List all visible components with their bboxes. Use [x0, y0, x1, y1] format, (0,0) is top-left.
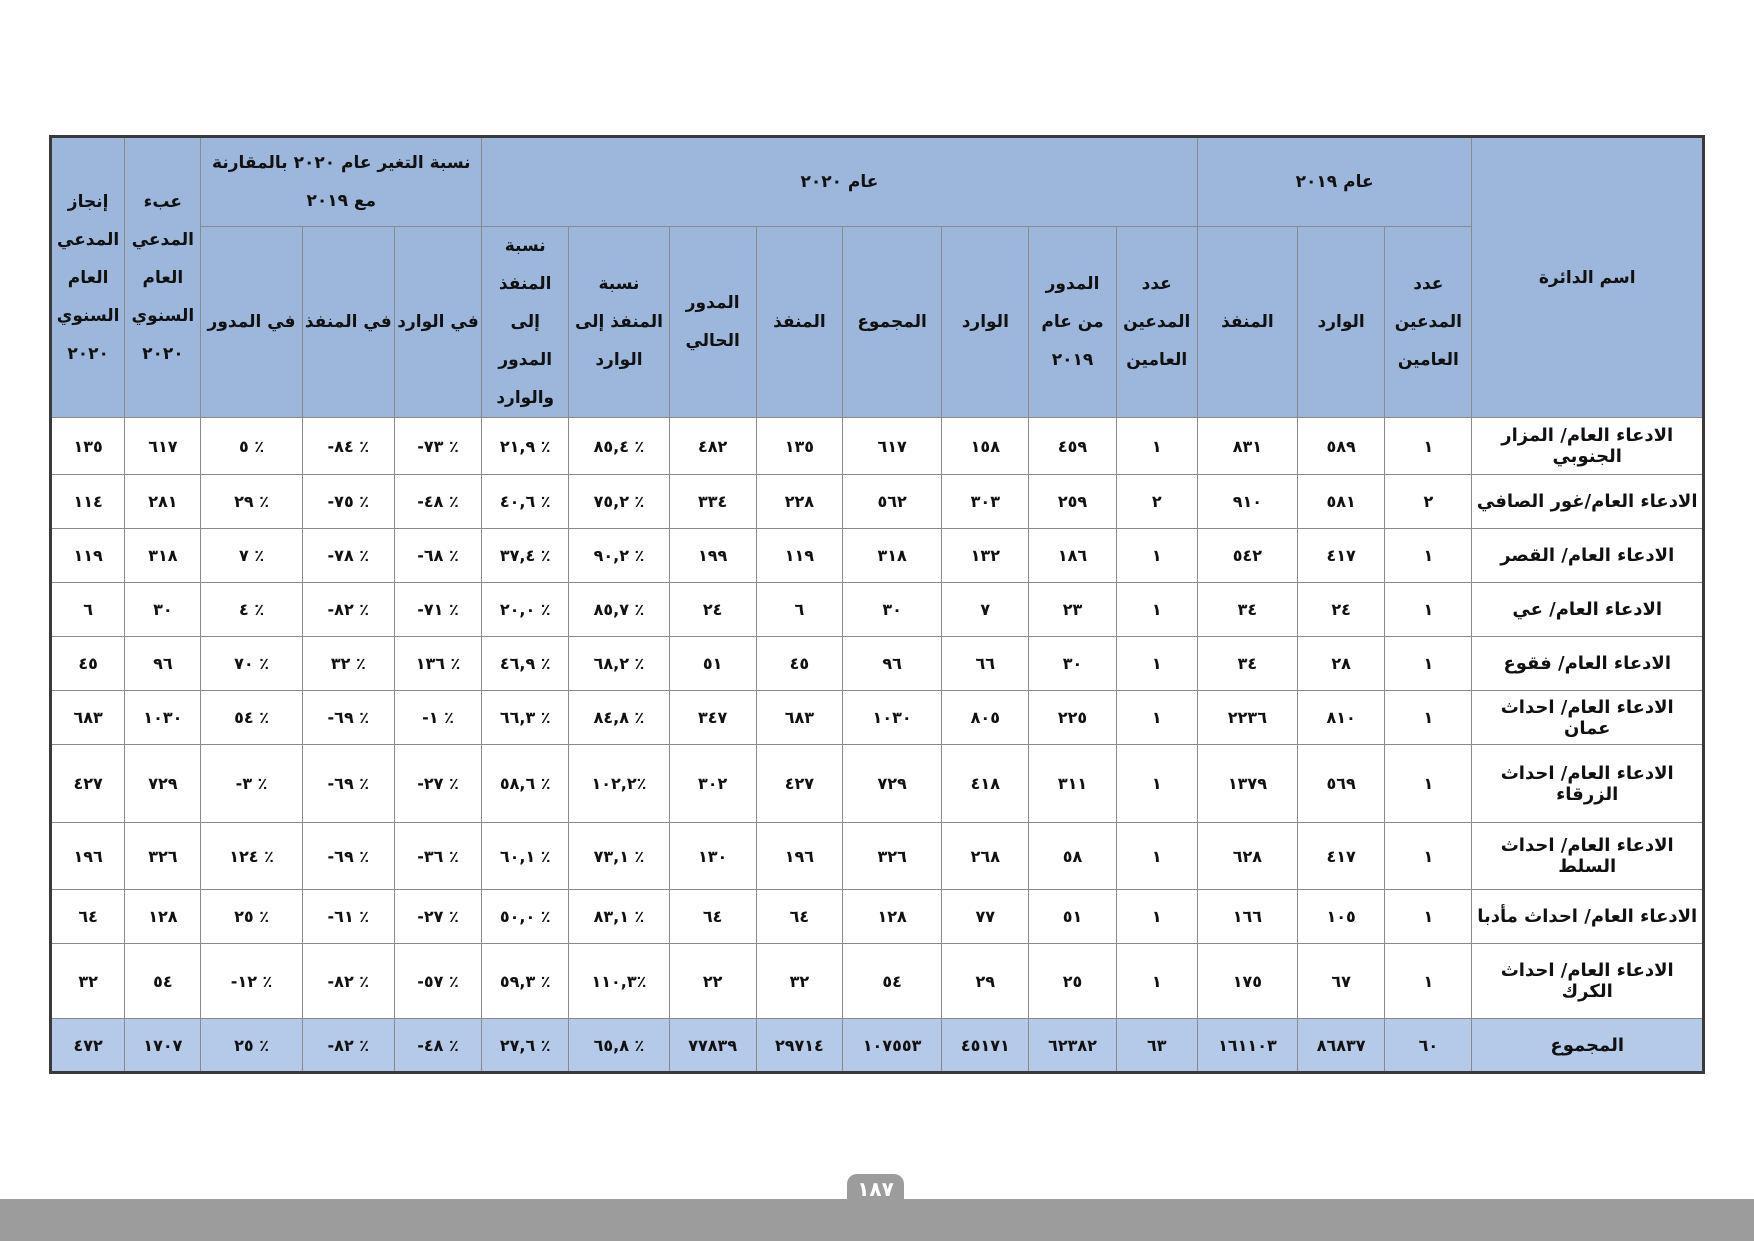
statistics-table: [49, 135, 1705, 1074]
table-cell: ١: [1116, 890, 1197, 944]
table-cell: ٪ ٧٥,٢: [569, 475, 669, 529]
table-row: [51, 583, 1704, 637]
table-cell: ١: [1116, 691, 1197, 745]
table-cell: ٪ ٣٧,٤: [482, 529, 569, 583]
table-cell: ١: [1116, 529, 1197, 583]
header-2019-col-2: الوارد: [1298, 227, 1385, 418]
department-name-cell: الادعاء العام/غور الصافي: [1472, 475, 1704, 529]
table-cell: ٪ ٥٠,٠: [482, 890, 569, 944]
table-cell: ٪ ٢٩: [201, 475, 302, 529]
table-cell: ٪ ٧٠: [201, 637, 302, 691]
table-cell: ١: [1116, 944, 1197, 1019]
header-change-col-3: في المدور: [201, 227, 302, 418]
table-cell: ٪ ٣-: [201, 745, 302, 823]
table-cell: ٣٢٦: [842, 823, 941, 890]
table-cell: ٥٦٢: [842, 475, 941, 529]
table-cell: ١١٩: [51, 529, 125, 583]
table-cell: ٦٤: [756, 890, 842, 944]
table-cell: ٪ ٦١-: [302, 890, 394, 944]
header-2020-col-5: المنفذ: [756, 227, 842, 418]
table-cell: ٪ ١-: [394, 691, 481, 745]
table-cell: ١٩٦: [756, 823, 842, 890]
table-cell: ٤٥: [51, 637, 125, 691]
table-cell: ١١٤: [51, 475, 125, 529]
table-cell: ٥٨١: [1298, 475, 1385, 529]
table-cell: ٪ ٦٩-: [302, 745, 394, 823]
header-department-name: اسم الدائرة: [1472, 137, 1704, 418]
table-cell: ٪ ٧٥-: [302, 475, 394, 529]
table-cell: ٪ ١٣٦: [394, 637, 481, 691]
table-cell: ٢٢٥: [1029, 691, 1116, 745]
table-cell: ٤٨٢: [669, 418, 756, 475]
table-cell: ٪ ٢٧-: [394, 890, 481, 944]
table-cell: ٣١٨: [842, 529, 941, 583]
table-cell: ١٩٩: [669, 529, 756, 583]
total-cell: ٪ ٤٨-: [394, 1019, 481, 1073]
total-cell: ٦٢٣٨٢: [1029, 1019, 1116, 1073]
total-row: [51, 1019, 1704, 1073]
table-cell: ٪ ٥٩,٣: [482, 944, 569, 1019]
table-cell: ١١٩: [756, 529, 842, 583]
total-cell: ٤٥١٧١: [942, 1019, 1029, 1073]
table-cell: ٪ ٣٦-: [394, 823, 481, 890]
table-cell: ١٦٦: [1197, 890, 1297, 944]
table-cell: ٢٣: [1029, 583, 1116, 637]
table-cell: ٪ ٥: [201, 418, 302, 475]
footer-bar: [0, 1199, 1754, 1241]
total-label: المجموع: [1472, 1019, 1704, 1073]
header-year-2019: عام ٢٠١٩: [1197, 137, 1472, 227]
total-cell: ٪ ٦٥,٨: [569, 1019, 669, 1073]
table-cell: ١: [1385, 890, 1472, 944]
table-cell: ١: [1116, 823, 1197, 890]
table-cell: ٣٠: [125, 583, 201, 637]
table-cell: ٢٨١: [125, 475, 201, 529]
table-row: [51, 745, 1704, 823]
table-cell: ١٢٨: [842, 890, 941, 944]
table-row: [51, 637, 1704, 691]
table-cell: ١٣٥: [756, 418, 842, 475]
table-cell: ٨٣١: [1197, 418, 1297, 475]
total-cell: ١٦١١٠٣: [1197, 1019, 1297, 1073]
table-cell: ١٢٨: [125, 890, 201, 944]
table-cell: ٥٨٩: [1298, 418, 1385, 475]
table-cell: ٪١١٠,٣: [569, 944, 669, 1019]
total-cell: ٢٩٧١٤: [756, 1019, 842, 1073]
header-2019-col-1: عدد المدعين العامين: [1385, 227, 1472, 418]
department-name-cell: الادعاء العام/ احداث مأدبا: [1472, 890, 1704, 944]
table-cell: ١: [1385, 529, 1472, 583]
table-cell: ٢٤: [1298, 583, 1385, 637]
header-year-2020: عام ٢٠٢٠: [482, 137, 1198, 227]
total-cell: ٪ ٨٢-: [302, 1019, 394, 1073]
table-cell: ٣٤: [1197, 583, 1297, 637]
table-cell: ١: [1385, 745, 1472, 823]
header-2020-col-3: الوارد: [942, 227, 1029, 418]
table-cell: ١: [1385, 944, 1472, 1019]
table-cell: ٪ ٦٩-: [302, 691, 394, 745]
department-name-cell: الادعاء العام/ فقوع: [1472, 637, 1704, 691]
table-cell: ٥٦٩: [1298, 745, 1385, 823]
table-cell: ٪١٠٢,٢: [569, 745, 669, 823]
table-cell: ١: [1385, 691, 1472, 745]
table-cell: ١٧٥: [1197, 944, 1297, 1019]
table-row: [51, 944, 1704, 1019]
table-cell: ٪ ٨٥,٧: [569, 583, 669, 637]
table-cell: ٣٠٢: [669, 745, 756, 823]
table-cell: ١٥٨: [942, 418, 1029, 475]
table-cell: ٦: [756, 583, 842, 637]
department-name-cell: الادعاء العام/ احداث عمان: [1472, 691, 1704, 745]
table-cell: ٣٠٣: [942, 475, 1029, 529]
table-cell: ٪ ٩٠,٢: [569, 529, 669, 583]
table-cell: ٣٢: [51, 944, 125, 1019]
table-cell: ٨١٠: [1298, 691, 1385, 745]
table-cell: ١٣٧٩: [1197, 745, 1297, 823]
table-cell: ٤٢٧: [756, 745, 842, 823]
department-name-cell: الادعاء العام/ احداث الكرك: [1472, 944, 1704, 1019]
total-cell: ٨٦٨٣٧: [1298, 1019, 1385, 1073]
header-annual-achievement: إنجاز المدعي العام السنوي ٢٠٢٠: [51, 137, 125, 418]
table-cell: ٤٥: [756, 637, 842, 691]
table-cell: ٪ ٤٨-: [394, 475, 481, 529]
total-cell: ٪ ٢٥: [201, 1019, 302, 1073]
table-cell: ٪ ٧٣-: [394, 418, 481, 475]
table-cell: ٪ ٧١-: [394, 583, 481, 637]
table-cell: ٦٢٨: [1197, 823, 1297, 890]
table-cell: ٪ ٨٤-: [302, 418, 394, 475]
table-cell: ٦٦: [942, 637, 1029, 691]
table-cell: ٪ ٢٠,٠: [482, 583, 569, 637]
table-cell: ٦٧: [1298, 944, 1385, 1019]
table-cell: ٪ ٨٣,١: [569, 890, 669, 944]
header-change-ratio: نسبة التغير عام ٢٠٢٠ بالمقارنة مع ٢٠١٩: [201, 137, 482, 227]
table-cell: ٪ ٦٨-: [394, 529, 481, 583]
table-cell: ١: [1385, 637, 1472, 691]
department-name-cell: الادعاء العام/ المزار الجنوبي: [1472, 418, 1704, 475]
table-cell: ١: [1116, 583, 1197, 637]
total-cell: ٦٠: [1385, 1019, 1472, 1073]
table-cell: ٪ ٢١,٩: [482, 418, 569, 475]
table-cell: ٢٥٩: [1029, 475, 1116, 529]
table-cell: ١: [1385, 418, 1472, 475]
table-cell: ٪ ٦٠,١: [482, 823, 569, 890]
table-cell: ٤١٧: [1298, 529, 1385, 583]
table-row: [51, 529, 1704, 583]
table-cell: ١: [1116, 418, 1197, 475]
table-cell: ٦١٧: [842, 418, 941, 475]
table-cell: ١: [1385, 583, 1472, 637]
table-cell: ٪ ٨٤,٨: [569, 691, 669, 745]
table-cell: ١٠٣٠: [842, 691, 941, 745]
table-cell: ٣٢٦: [125, 823, 201, 890]
table-cell: ٣٠: [1029, 637, 1116, 691]
table-cell: ٣٤: [1197, 637, 1297, 691]
table-cell: ٢٤: [669, 583, 756, 637]
table-cell: ٦٤: [51, 890, 125, 944]
table-cell: ٪ ٦٩-: [302, 823, 394, 890]
table-cell: ٤٢٧: [51, 745, 125, 823]
page-number: ١٨٧: [847, 1174, 904, 1204]
table-cell: ١٣٢: [942, 529, 1029, 583]
department-name-cell: الادعاء العام/ القصر: [1472, 529, 1704, 583]
table-cell: ٧٢٩: [842, 745, 941, 823]
table-cell: ٧: [942, 583, 1029, 637]
table-cell: ٢٩: [942, 944, 1029, 1019]
table-cell: ٢٢: [669, 944, 756, 1019]
header-2020-col-4: المجموع: [842, 227, 941, 418]
total-cell: ٧٧٨٣٩: [669, 1019, 756, 1073]
table-cell: ٪ ٣٢: [302, 637, 394, 691]
table-cell: ١٨٦: [1029, 529, 1116, 583]
table-cell: ٪ ٥٤: [201, 691, 302, 745]
table-cell: ٣١٨: [125, 529, 201, 583]
table-cell: ٣٢: [756, 944, 842, 1019]
table-cell: ٦٤: [669, 890, 756, 944]
table-cell: ٢٨: [1298, 637, 1385, 691]
table-cell: ٦٨٣: [51, 691, 125, 745]
table-cell: ٧٢٩: [125, 745, 201, 823]
table-cell: ٪ ٥٨,٦: [482, 745, 569, 823]
header-2020-col-6: المدور الحالي: [669, 227, 756, 418]
table-cell: ٧٧: [942, 890, 1029, 944]
table-cell: ٪ ٧٣,١: [569, 823, 669, 890]
table-cell: ٪ ٤٦,٩: [482, 637, 569, 691]
table-cell: ٤٥٩: [1029, 418, 1116, 475]
table-cell: ٪ ١٢٤: [201, 823, 302, 890]
table-row: [51, 691, 1704, 745]
header-2020-col-1: عدد المدعين العامين: [1116, 227, 1197, 418]
table-cell: ١٩٦: [51, 823, 125, 890]
table-row: [51, 418, 1704, 475]
table-cell: ٪ ٨٥,٤: [569, 418, 669, 475]
table-cell: ٪ ١٢-: [201, 944, 302, 1019]
table-cell: ٣١١: [1029, 745, 1116, 823]
table-cell: ٪ ٤٠,٦: [482, 475, 569, 529]
table-cell: ٪ ٢٧-: [394, 745, 481, 823]
table-cell: ٪ ٤: [201, 583, 302, 637]
table-cell: ٪ ٧٨-: [302, 529, 394, 583]
table-cell: ١٣٥: [51, 418, 125, 475]
table-cell: ٩١٠: [1197, 475, 1297, 529]
total-cell: ٦٣: [1116, 1019, 1197, 1073]
table-cell: ٣٣٤: [669, 475, 756, 529]
table-cell: ٥٤: [842, 944, 941, 1019]
total-cell: ١٠٧٥٥٣: [842, 1019, 941, 1073]
table-cell: ١٠٥: [1298, 890, 1385, 944]
table-cell: ٥١: [1029, 890, 1116, 944]
total-cell: ١٧٠٧: [125, 1019, 201, 1073]
table-cell: ١: [1116, 745, 1197, 823]
header-2020-col-7: نسبة المنفذ إلى الوارد: [569, 227, 669, 418]
table-cell: ٥٨: [1029, 823, 1116, 890]
table-cell: ١: [1385, 823, 1472, 890]
table-cell: ٣٤٧: [669, 691, 756, 745]
department-name-cell: الادعاء العام/ احداث الزرقاء: [1472, 745, 1704, 823]
table-cell: ٦٨٣: [756, 691, 842, 745]
table-row: [51, 890, 1704, 944]
table-cell: ٤١٨: [942, 745, 1029, 823]
table-cell: ٣٠: [842, 583, 941, 637]
table-cell: ٥٤٢: [1197, 529, 1297, 583]
table-cell: ٦١٧: [125, 418, 201, 475]
header-change-col-2: في المنفذ: [302, 227, 394, 418]
header-annual-load: عبء المدعي العام السنوي ٢٠٢٠: [125, 137, 201, 418]
table-cell: ٦: [51, 583, 125, 637]
table-cell: ٪ ٧: [201, 529, 302, 583]
header-2020-col-8: نسبة المنفذ إلى المدور والوارد: [482, 227, 569, 418]
table-cell: ٢٥: [1029, 944, 1116, 1019]
header-2019-col-3: المنفذ: [1197, 227, 1297, 418]
table-cell: ٤١٧: [1298, 823, 1385, 890]
total-cell: ٤٧٢: [51, 1019, 125, 1073]
table-cell: ٪ ٦٨,٢: [569, 637, 669, 691]
statistics-table-container: [49, 135, 1705, 1074]
table-cell: ٩٦: [842, 637, 941, 691]
total-cell: ٪ ٢٧,٦: [482, 1019, 569, 1073]
table-cell: ١: [1116, 637, 1197, 691]
table-cell: ١٣٠: [669, 823, 756, 890]
department-name-cell: الادعاء العام/ احداث السلط: [1472, 823, 1704, 890]
table-cell: ٥١: [669, 637, 756, 691]
header-2020-col-2: المدور من عام ٢٠١٩: [1029, 227, 1116, 418]
header-change-col-1: في الوارد: [394, 227, 481, 418]
table-cell: ٪ ٢٥: [201, 890, 302, 944]
table-row: [51, 475, 1704, 529]
table-cell: ٪ ٦٦,٣: [482, 691, 569, 745]
table-cell: ٪ ٥٧-: [394, 944, 481, 1019]
table-cell: ٥٤: [125, 944, 201, 1019]
table-row: [51, 823, 1704, 890]
table-cell: ٢٢٨: [756, 475, 842, 529]
table-cell: ٢٦٨: [942, 823, 1029, 890]
table-cell: ٢٢٣٦: [1197, 691, 1297, 745]
table-cell: ٩٦: [125, 637, 201, 691]
table-cell: ٪ ٨٢-: [302, 944, 394, 1019]
table-cell: ١٠٣٠: [125, 691, 201, 745]
table-cell: ٨٠٥: [942, 691, 1029, 745]
table-cell: ٪ ٨٢-: [302, 583, 394, 637]
table-cell: ٢: [1385, 475, 1472, 529]
department-name-cell: الادعاء العام/ عي: [1472, 583, 1704, 637]
table-cell: ٢: [1116, 475, 1197, 529]
